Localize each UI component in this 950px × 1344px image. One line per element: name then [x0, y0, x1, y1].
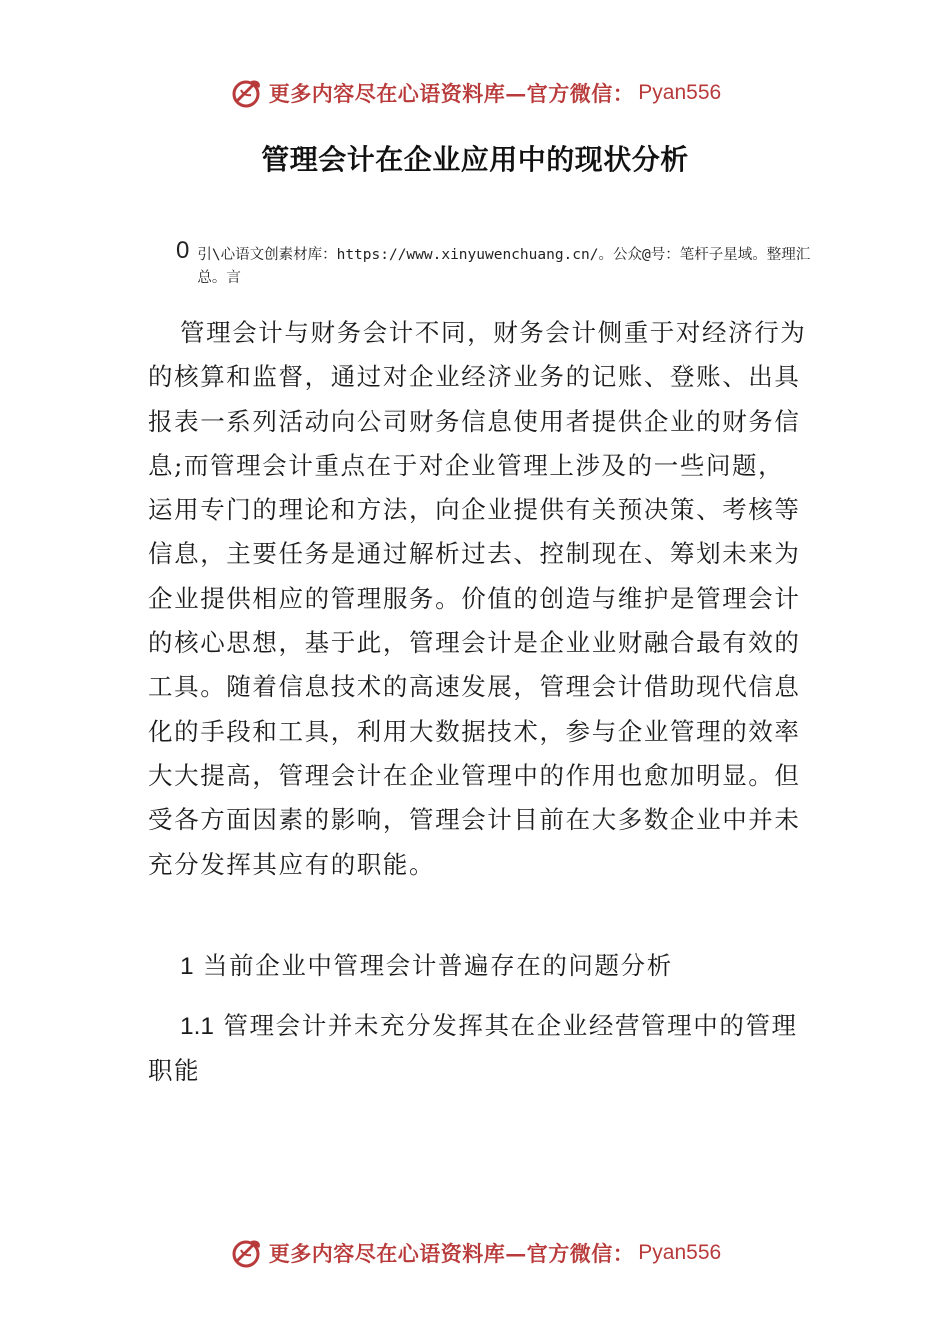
logo-icon — [229, 75, 265, 111]
subsection-number: 1.1 — [180, 1013, 215, 1040]
document-title: 管理会计在企业应用中的现状分析 — [261, 143, 689, 176]
section-number: 1 — [180, 953, 194, 980]
footer-banner — [0, 1233, 950, 1273]
note-number: 0 — [176, 237, 190, 264]
section-title: 当前企业中管理会计普遍存在的问题分析 — [203, 951, 673, 980]
note-text: 引\心语文创素材库：https://www.xinyuwenchuang.cn/。公众@号：笔杆子星域。整理汇总。言 — [197, 247, 811, 286]
banner-wechat-id: Pyan556 — [638, 1241, 722, 1264]
subsection-title: 管理会计并未充分发挥其在企业经营管理中的管理职能 — [148, 1011, 798, 1086]
body-paragraph: 管理会计与财务会计不同，财务会计侧重于对经济行为的核算和监督，通过对企业经济业务的记账、登账、出具报表一系列活动向公司财务信息使用者提供企业的财务信息;而管理会计重点在于对企业管理上涉及的一些问题，运用专门的理论和方法，向企业提供有关预决策、考核等信息，主要任务是通过解析过去、控制现在、筹划未来为企业提供相应的管理服务。价值的创造与维护是管理会计的核心思想，基于此，管理会计是企业业财融合最有效的工具。随着信息技术的高速发展，管理会计借助现代信息化的手段和工具，利用大数据技术，参与企业管理的效率大大提高，管理会计在企业管理中的作用也愈加明显。但受各方面因素的影响，管理会计目前在大多数企业中并未充分发挥其应有的职能。 — [148, 318, 807, 879]
banner-text: 更多内容尽在心语资料库—官方微信： — [268, 81, 635, 106]
source-note — [176, 236, 866, 290]
banner-wechat-id: Pyan556 — [638, 81, 722, 104]
subsection-heading — [148, 1004, 808, 1094]
banner-text: 更多内容尽在心语资料库—官方微信： — [268, 1241, 635, 1266]
header-banner — [0, 73, 950, 113]
logo-icon — [229, 1235, 265, 1271]
section-heading — [180, 944, 840, 989]
